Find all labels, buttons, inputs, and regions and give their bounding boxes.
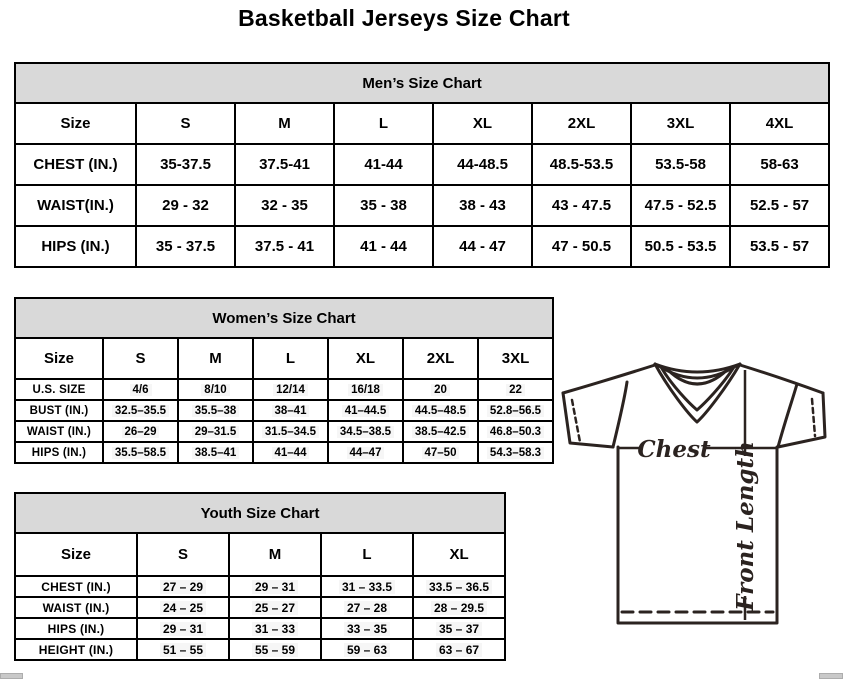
size-value: 4/6	[130, 384, 152, 396]
size-value: 27 – 29	[160, 580, 206, 594]
size-value-cell: 41 - 44	[334, 226, 433, 267]
size-header: Size	[15, 533, 137, 576]
size-value-cell: 47.5 - 52.5	[631, 185, 730, 226]
size-value-cell: 37.5-41	[235, 144, 334, 185]
row-label: HIPS (IN.)	[15, 442, 103, 463]
size-value-cell	[229, 576, 321, 597]
size-value: 52.8–56.5	[487, 405, 544, 417]
size-value-cell: 35-37.5	[136, 144, 235, 185]
column-header: XL	[433, 103, 532, 144]
size-value: 29 – 31	[160, 622, 206, 636]
size-value-cell	[178, 442, 253, 463]
size-value: 33.5 – 36.5	[426, 580, 492, 594]
size-value: 12/14	[273, 384, 308, 396]
column-header: 3XL	[478, 338, 553, 379]
size-value: 16/18	[348, 384, 383, 396]
row-label: U.S. SIZE	[15, 379, 103, 400]
size-value: 63 – 67	[436, 643, 482, 657]
size-value-cell: 29 - 32	[136, 185, 235, 226]
size-value-cell: 41-44	[334, 144, 433, 185]
size-value: 20	[431, 384, 450, 396]
row-label: WAIST (IN.)	[15, 421, 103, 442]
row-label: CHEST (IN.)	[15, 576, 137, 597]
size-value-cell	[103, 400, 178, 421]
column-header: S	[136, 103, 235, 144]
column-header: M	[235, 103, 334, 144]
size-value: 24 – 25	[160, 601, 206, 615]
size-value-cell	[413, 639, 505, 660]
womens-table-caption: Women’s Size Chart	[15, 298, 553, 338]
table-row	[15, 442, 553, 463]
size-value: 34.5–38.5	[337, 426, 394, 438]
column-header: L	[253, 338, 328, 379]
mens-table-caption: Men’s Size Chart	[15, 63, 829, 103]
size-value-cell	[137, 576, 229, 597]
size-value: 38–41	[272, 405, 310, 417]
column-header: M	[229, 533, 321, 576]
size-value: 25 – 27	[252, 601, 298, 615]
size-value-cell	[403, 379, 478, 400]
size-value-cell: 35 - 38	[334, 185, 433, 226]
size-value-cell: 53.5-58	[631, 144, 730, 185]
size-header: Size	[15, 338, 103, 379]
table-row	[15, 493, 505, 533]
size-value: 28 – 29.5	[431, 601, 487, 615]
size-value-cell	[103, 421, 178, 442]
table-row	[15, 597, 505, 618]
table-row	[15, 144, 829, 185]
size-value-cell: 44-48.5	[433, 144, 532, 185]
size-value: 22	[506, 384, 525, 396]
size-value-cell	[103, 379, 178, 400]
column-header: XL	[413, 533, 505, 576]
size-value: 35.5–38	[192, 405, 240, 417]
table-row	[15, 400, 553, 421]
size-value-cell	[403, 421, 478, 442]
size-value-cell	[178, 421, 253, 442]
size-value-cell	[253, 442, 328, 463]
size-value-cell	[328, 379, 403, 400]
row-label: HIPS (IN.)	[15, 618, 137, 639]
size-value-cell	[328, 400, 403, 421]
size-value-cell: 35 - 37.5	[136, 226, 235, 267]
size-value: 44–47	[347, 447, 385, 459]
size-value-cell	[178, 379, 253, 400]
row-label: HIPS (IN.)	[15, 226, 136, 267]
horizontal-scrollbar-fragment-left[interactable]	[0, 673, 23, 679]
table-row	[15, 103, 829, 144]
size-value-cell: 37.5 - 41	[235, 226, 334, 267]
size-value: 27 – 28	[344, 601, 390, 615]
size-value: 29–31.5	[192, 426, 240, 438]
chest-label: Chest	[637, 436, 711, 463]
youth-table-caption: Youth Size Chart	[15, 493, 505, 533]
size-value-cell	[328, 421, 403, 442]
size-value-cell	[321, 597, 413, 618]
size-value: 38.5–42.5	[412, 426, 469, 438]
size-value-cell	[321, 639, 413, 660]
size-value: 51 – 55	[160, 643, 206, 657]
size-value-cell	[403, 400, 478, 421]
youth-size-chart-table	[14, 492, 506, 661]
womens-size-chart-table	[14, 297, 554, 464]
table-row	[15, 185, 829, 226]
table-row	[15, 298, 553, 338]
size-value: 41–44.5	[342, 405, 390, 417]
size-value: 31 – 33	[252, 622, 298, 636]
size-value: 31 – 33.5	[339, 580, 395, 594]
size-value: 8/10	[201, 384, 229, 396]
size-value-cell	[413, 618, 505, 639]
row-label: BUST (IN.)	[15, 400, 103, 421]
size-value-cell	[229, 618, 321, 639]
table-row	[15, 618, 505, 639]
size-value-cell: 44 - 47	[433, 226, 532, 267]
row-label: WAIST(IN.)	[15, 185, 136, 226]
size-value-cell	[328, 442, 403, 463]
row-label: WAIST (IN.)	[15, 597, 137, 618]
table-row	[15, 576, 505, 597]
column-header: L	[321, 533, 413, 576]
size-value: 35 – 37	[436, 622, 482, 636]
horizontal-scrollbar-fragment-right[interactable]	[819, 673, 843, 679]
table-row	[15, 421, 553, 442]
size-value-cell: 43 - 47.5	[532, 185, 631, 226]
size-header: Size	[15, 103, 136, 144]
size-value: 55 – 59	[252, 643, 298, 657]
size-value-cell: 32 - 35	[235, 185, 334, 226]
size-value-cell	[321, 576, 413, 597]
size-value: 31.5–34.5	[262, 426, 319, 438]
size-value-cell: 58-63	[730, 144, 829, 185]
size-value-cell	[403, 442, 478, 463]
size-value-cell	[321, 618, 413, 639]
size-value: 46.8–50.3	[487, 426, 544, 438]
column-header: S	[103, 338, 178, 379]
size-value-cell: 38 - 43	[433, 185, 532, 226]
size-value: 44.5–48.5	[412, 405, 469, 417]
table-row	[15, 533, 505, 576]
column-header: 2XL	[532, 103, 631, 144]
size-value-cell: 47 - 50.5	[532, 226, 631, 267]
mens-size-chart-table	[14, 62, 830, 268]
size-value-cell	[478, 421, 553, 442]
size-value-cell	[253, 379, 328, 400]
size-value: 33 – 35	[344, 622, 390, 636]
size-value: 32.5–35.5	[112, 405, 169, 417]
table-row	[15, 63, 829, 103]
size-value-cell	[413, 576, 505, 597]
size-value: 41–44	[272, 447, 310, 459]
page-title: Basketball Jerseys Size Chart	[238, 5, 570, 31]
size-value-cell	[137, 597, 229, 618]
size-value-cell: 50.5 - 53.5	[631, 226, 730, 267]
size-value: 47–50	[422, 447, 460, 459]
column-header: 3XL	[631, 103, 730, 144]
size-value: 35.5–58.5	[112, 447, 169, 459]
size-value: 54.3–58.3	[487, 447, 544, 459]
column-header: M	[178, 338, 253, 379]
size-value-cell: 48.5-53.5	[532, 144, 631, 185]
table-row	[15, 379, 553, 400]
row-label: HEIGHT (IN.)	[15, 639, 137, 660]
column-header: L	[334, 103, 433, 144]
size-value-cell	[478, 379, 553, 400]
row-label: CHEST (IN.)	[15, 144, 136, 185]
size-value: 38.5–41	[192, 447, 240, 459]
column-header: XL	[328, 338, 403, 379]
size-value-cell	[229, 597, 321, 618]
table-row	[15, 226, 829, 267]
size-value: 59 – 63	[344, 643, 390, 657]
size-value-cell	[478, 442, 553, 463]
column-header: S	[137, 533, 229, 576]
size-value-cell	[253, 421, 328, 442]
front-length-label: Front Length	[732, 441, 759, 611]
size-value-cell	[413, 597, 505, 618]
jersey-outline-icon	[563, 364, 825, 623]
jersey-measurement-diagram	[550, 356, 843, 646]
size-value-cell	[137, 618, 229, 639]
size-value: 26–29	[122, 426, 160, 438]
size-value-cell: 53.5 - 57	[730, 226, 829, 267]
size-value-cell	[137, 639, 229, 660]
size-value: 29 – 31	[252, 580, 298, 594]
table-row	[15, 639, 505, 660]
table-row	[15, 338, 553, 379]
column-header: 4XL	[730, 103, 829, 144]
size-value-cell	[253, 400, 328, 421]
column-header: 2XL	[403, 338, 478, 379]
size-value-cell	[103, 442, 178, 463]
size-value-cell	[229, 639, 321, 660]
size-value-cell	[178, 400, 253, 421]
size-value-cell: 52.5 - 57	[730, 185, 829, 226]
size-value-cell	[478, 400, 553, 421]
